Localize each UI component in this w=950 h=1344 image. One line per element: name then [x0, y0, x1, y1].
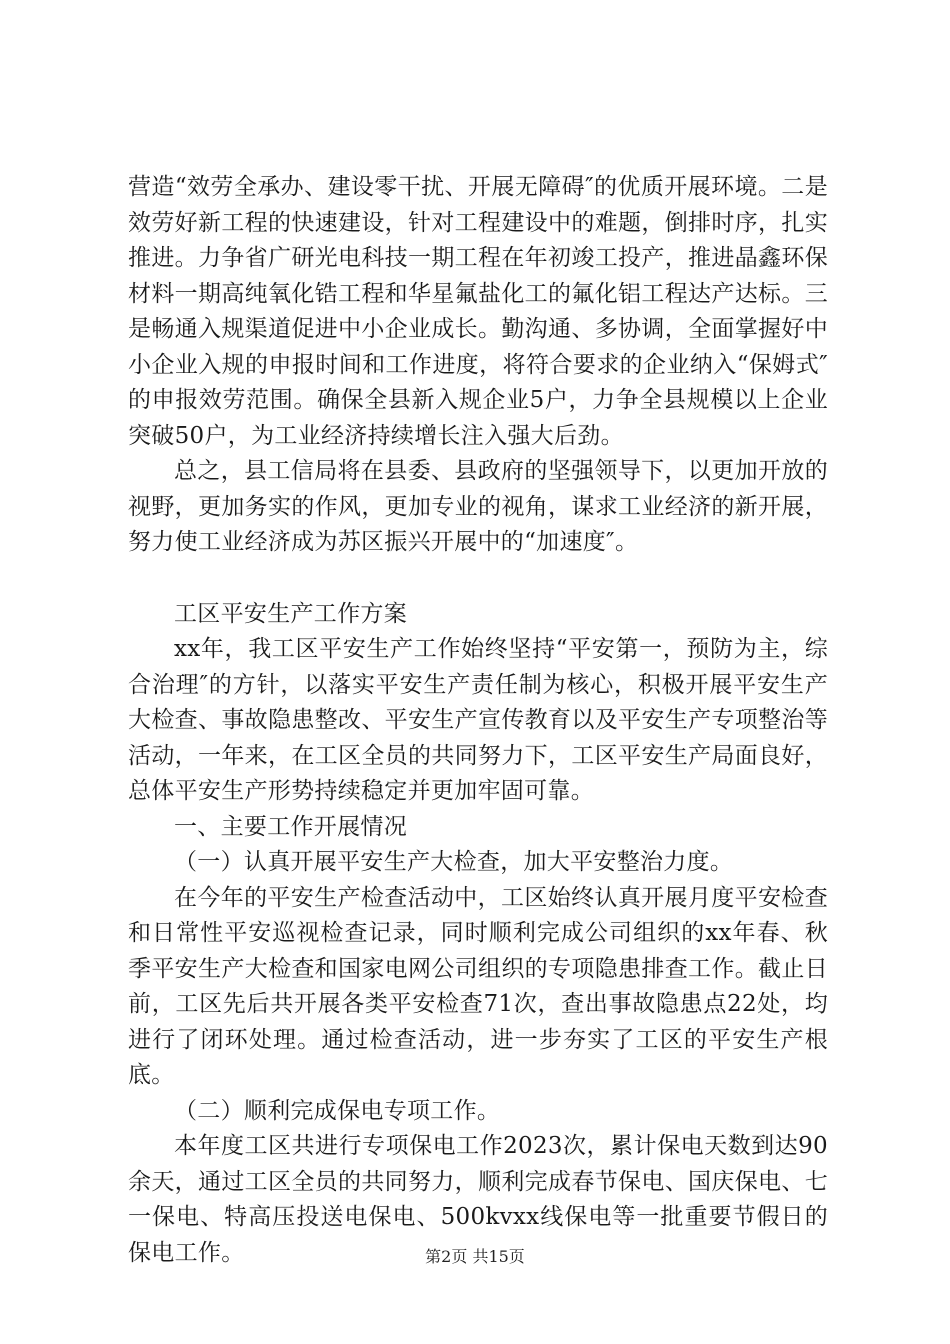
- paragraph-power-supply: 本年度工区共进行专项保电工作2023次，累计保电天数到达90余天，通过工区全员的共同努力，顺利完成春节保电、国庆保电、七一保电、特高压投送电保电、500kvxx线保电等一批重要节假日的保电工作。: [128, 1133, 828, 1266]
- heading-safety-inspection: （一）认真开展平安生产大检查，加大平安整治力度。: [174, 849, 734, 875]
- heading-power-supply: （二）顺利完成保电专项工作。: [174, 1097, 501, 1124]
- paragraph-safety-inspection: 在今年的平安生产检查活动中，工区始终认真开展月度平安检查和日常性平安巡视检查记录，同时顺利完成公司组织的xx年春、秋季平安生产大检查和国家电网公司组织的专项隐患排查工作。截止日前，工区先后共开展各类平安检查71次，查出事故隐患点22处，均进行了闭环处理。通过检查活动，进一步夯实了工区的平安生产根底。: [128, 884, 828, 1088]
- section-title: 工区平安生产工作方案: [174, 600, 407, 627]
- page-number: 第2页 共15页: [425, 1247, 525, 1266]
- paragraph-conclusion: 总之，县工信局将在县委、县政府的坚强领导下，以更加开放的视野，更加务实的作风，更加专业的视角，谋求工业经济的新开展，努力使工业经济成为苏区振兴开展中的“加速度″。: [128, 458, 828, 555]
- paragraph-safety-intro: xx年，我工区平安生产工作始终坚持“平安第一，预防为主，综合治理″的方针，以落实平安生产责任制为核心，积极开展平安生产大检查、事故隐患整改、平安生产宣传教育以及平安生产专项整治等活动，一年来，在工区全员的共同努力下，工区平安生产局面良好，总体平安生产形势持续稳定并更加牢固可靠。: [128, 636, 828, 804]
- heading-main-work: 一、主要工作开展情况: [174, 813, 407, 840]
- paragraph-service-environment: 营造“效劳全承办、建设零干扰、开展无障碍″的优质开展环境。二是效劳好新工程的快速建设，针对工程建设中的难题，倒排时序，扎实推进。力争省广研光电科技一期工程在年初竣工投产，推进晶鑫环保材料一期高纯氧化锆工程和华星氟盐化工的氟化铝工程达产达标。三是畅通入规渠道促进中小企业成长。勤沟通、多协调，全面掌握好中小企业入规的申报时间和工作进度，将符合要求的企业纳入“保姆式″的申报效劳范围。确保全县新入规企业5户，力争全县规模以上企业突破50户，为工业经济持续增长注入强大后劲。: [128, 174, 828, 449]
- document-body: [128, 170, 828, 1271]
